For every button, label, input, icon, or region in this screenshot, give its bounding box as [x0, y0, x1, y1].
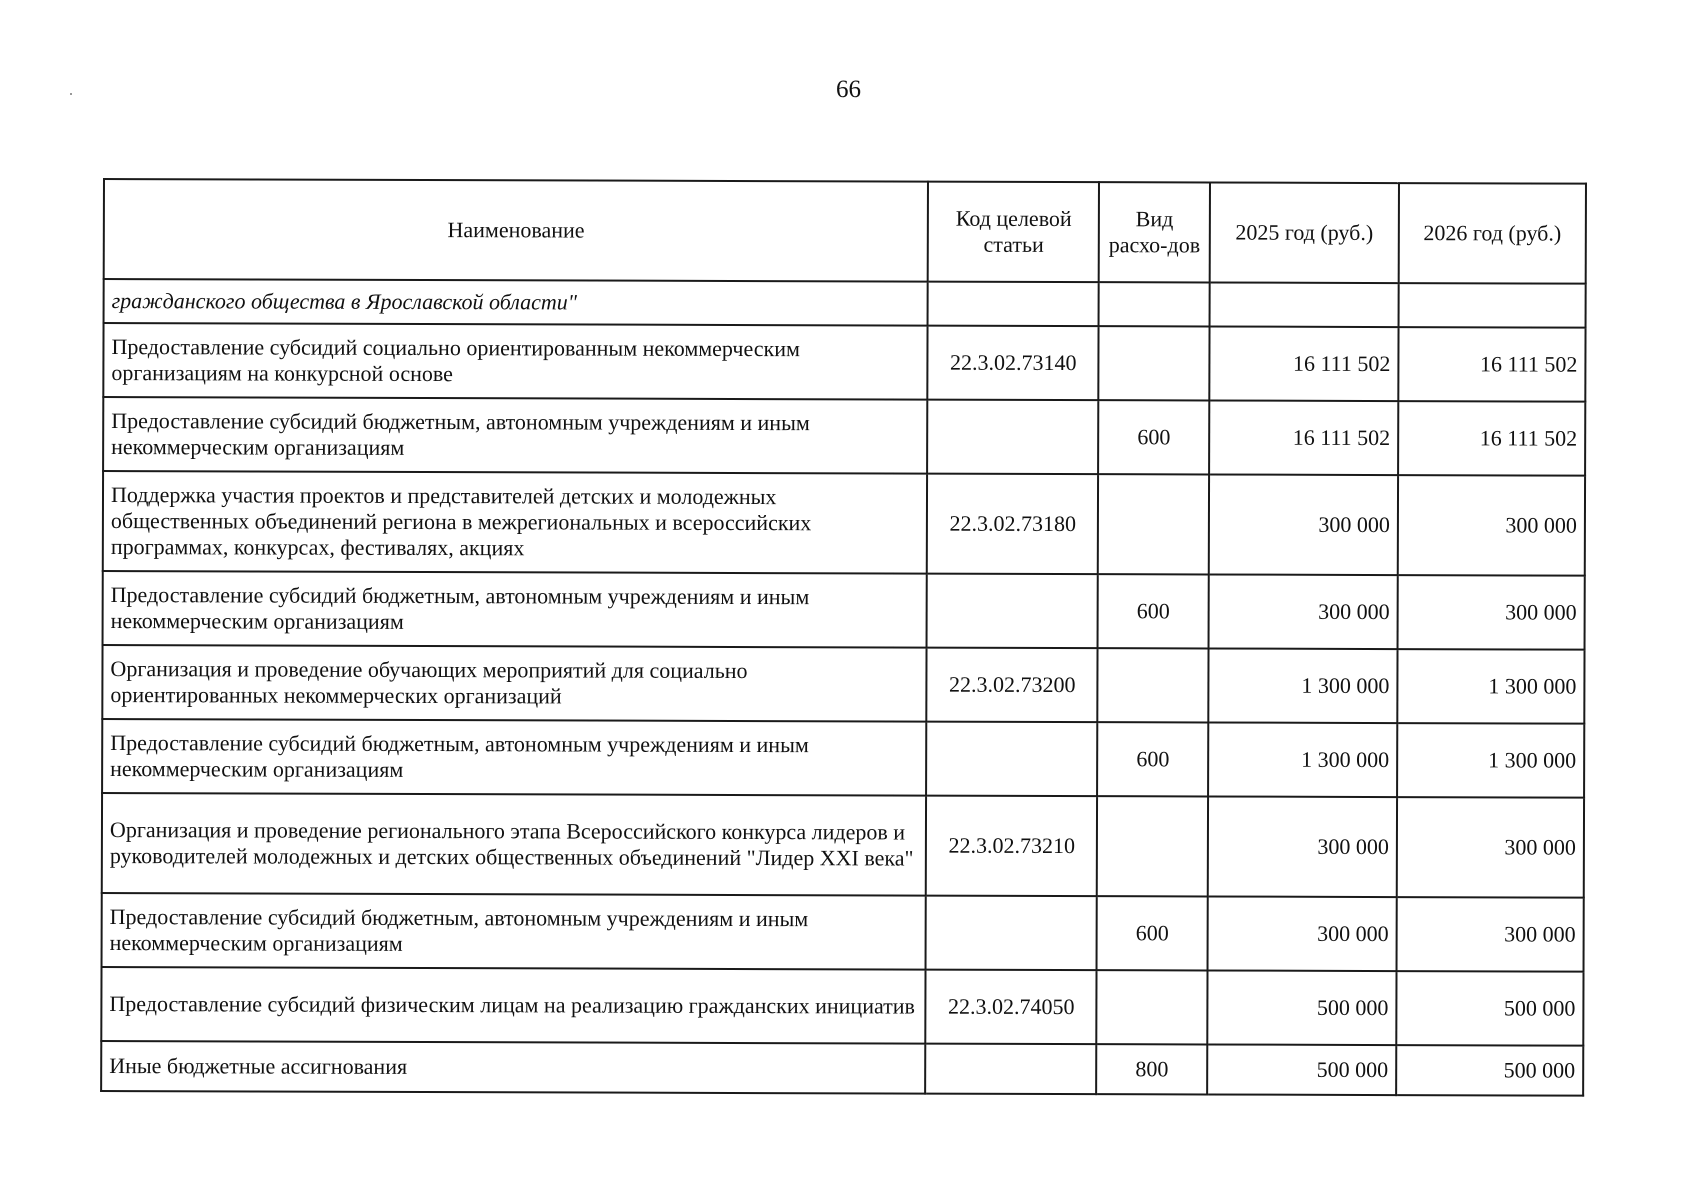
- table-row: [102, 719, 1584, 798]
- table-row: [101, 967, 1583, 1046]
- row-name: Поддержка участия проектов и представителей детских и молодежных общественных объединений региона в межрегиональных и всероссийских программах, конкурсах, фестивалях, акциях: [103, 471, 928, 574]
- row-2025: 300 000: [1207, 896, 1396, 971]
- row-code: [927, 574, 1098, 649]
- table-row: [102, 645, 1584, 724]
- row-2026: 300 000: [1398, 475, 1585, 576]
- header-code: Код целевой статьи: [928, 182, 1099, 283]
- header-name: Наименование: [104, 179, 929, 282]
- row-name: Предоставление субсидий бюджетным, автономным учреждениям и иным некоммерческим организациям: [102, 719, 927, 796]
- row-vid: [1098, 648, 1209, 722]
- row-code: 22.3.02.73200: [927, 648, 1098, 723]
- row-vid: 600: [1098, 400, 1209, 474]
- row-code: [926, 1044, 1097, 1095]
- row-code: 22.3.02.74050: [926, 970, 1097, 1045]
- row-2025: 500 000: [1207, 1044, 1396, 1095]
- row-vid: 600: [1098, 574, 1209, 648]
- row-vid: [1098, 474, 1209, 574]
- row-2025: [1209, 282, 1398, 327]
- table-row: [103, 571, 1585, 650]
- row-code: 22.3.02.73180: [927, 474, 1098, 575]
- row-code: 22.3.02.73140: [928, 326, 1099, 401]
- row-code: 22.3.02.73210: [926, 796, 1097, 897]
- table-header-row: [104, 179, 1586, 284]
- row-name: Предоставление субсидий социально ориентированным некоммерческим организациям на конкурсной основе: [103, 323, 928, 400]
- row-2025: 1 300 000: [1208, 648, 1397, 723]
- row-vid: [1099, 326, 1210, 400]
- row-name: Предоставление субсидий физическим лицам на реализацию гражданских инициатив: [101, 967, 926, 1044]
- row-vid: [1097, 970, 1208, 1044]
- row-name: Иные бюджетные ассигнования: [101, 1041, 926, 1094]
- row-2025: 16 111 502: [1209, 400, 1398, 475]
- row-name: Организация и проведение регионального этапа Всероссийского конкурса лидеров и руководителей молодежных и детских общественных объединений "Лидер XXI века": [102, 793, 927, 896]
- row-name: Организация и проведение обучающих мероприятий для социально ориентированных некоммерческих организаций: [102, 645, 927, 722]
- row-2026: 500 000: [1396, 971, 1583, 1046]
- table-row: [102, 793, 1584, 898]
- table-row: [102, 893, 1584, 972]
- budget-table: [100, 178, 1587, 1097]
- row-code: [928, 282, 1099, 327]
- header-vid: Вид расхо-дов: [1099, 182, 1210, 282]
- row-vid: [1097, 796, 1208, 896]
- row-vid: [1099, 282, 1210, 326]
- row-2025: 1 300 000: [1208, 722, 1397, 797]
- row-2026: 300 000: [1396, 897, 1583, 972]
- row-name: Предоставление субсидий бюджетным, автономным учреждениям и иным некоммерческим организациям: [103, 397, 928, 474]
- row-code: [926, 896, 1097, 971]
- row-name: Предоставление субсидий бюджетным, автономным учреждениям и иным некоммерческим организациям: [102, 893, 927, 970]
- row-2025: 300 000: [1208, 796, 1397, 897]
- row-2025: 500 000: [1207, 970, 1396, 1045]
- table-row: [103, 397, 1585, 476]
- header-2025: 2025 год (руб.): [1210, 182, 1399, 283]
- row-code: [928, 400, 1099, 475]
- table-row: [103, 323, 1585, 402]
- row-vid: 600: [1097, 722, 1208, 796]
- row-2025: 16 111 502: [1209, 326, 1398, 401]
- table-row: [101, 1041, 1583, 1096]
- row-2026: [1399, 283, 1586, 328]
- row-name: гражданского общества в Ярославской области": [104, 279, 929, 326]
- row-vid: 800: [1096, 1044, 1207, 1094]
- row-vid: 600: [1097, 896, 1208, 970]
- row-code: [927, 722, 1098, 797]
- page-number: 66: [836, 76, 861, 103]
- table-row: [103, 471, 1585, 576]
- row-name: Предоставление субсидий бюджетным, автономным учреждениям и иным некоммерческим организациям: [103, 571, 928, 648]
- row-2026: 1 300 000: [1397, 723, 1584, 798]
- header-2026: 2026 год (руб.): [1399, 183, 1586, 284]
- row-2026: 16 111 502: [1398, 327, 1585, 402]
- row-2026: 300 000: [1397, 575, 1584, 650]
- row-2026: 500 000: [1396, 1045, 1583, 1096]
- row-2025: 300 000: [1208, 574, 1397, 649]
- row-2026: 300 000: [1397, 797, 1584, 898]
- row-2026: 1 300 000: [1397, 649, 1584, 724]
- table-row: [104, 279, 1586, 328]
- scan-artifact: [70, 93, 72, 95]
- row-2025: 300 000: [1209, 474, 1398, 575]
- row-2026: 16 111 502: [1398, 401, 1585, 476]
